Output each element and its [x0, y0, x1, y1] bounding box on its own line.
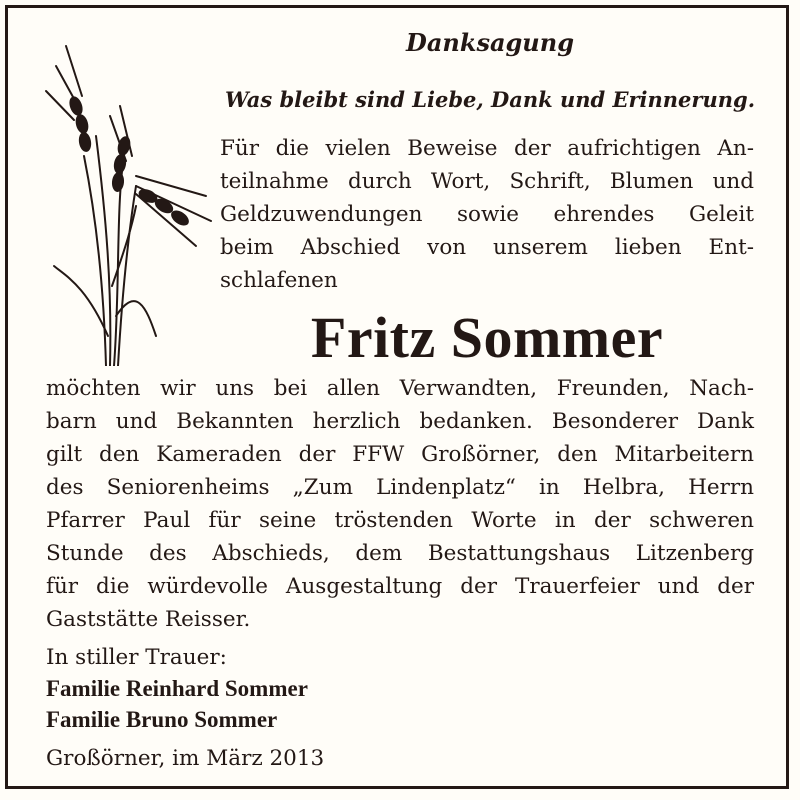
- body-line: des Seniorenheims „Zum Lindenplatz“ in Helbra, Herrn: [46, 475, 754, 500]
- intro-paragraph: [220, 132, 754, 297]
- body-line: Stunde des Abschieds, dem Bestattungshaus Litzenberg: [46, 541, 754, 566]
- notice-motto: Was bleibt sind Liebe, Dank und Erinnerung.: [224, 87, 756, 112]
- intro-line: schlafenen: [220, 268, 338, 293]
- body-line: möchten wir uns bei allen Verwandten, Freunden, Nach-: [46, 376, 754, 401]
- intro-line: Geldzuwendungen sowie ehrendes Geleit: [220, 202, 754, 227]
- intro-line: Für die vielen Beweise der aufrichtigen An-: [220, 136, 754, 161]
- body-line: für die würdevolle Ausgestaltung der Trauerfeier und der: [46, 574, 754, 599]
- deceased-name: Fritz Sommer: [310, 305, 664, 370]
- body-line: gilt den Kameraden der FFW Großörner, den Mitarbeitern: [46, 442, 754, 467]
- family-name: Familie Bruno Sommer: [46, 707, 278, 732]
- signature-intro: In stiller Trauer:: [46, 645, 227, 670]
- intro-line: beim Abschied von unserem lieben Ent-: [220, 235, 754, 260]
- place-date: Großörner, im März 2013: [46, 746, 325, 771]
- thanks-paragraph: [46, 372, 754, 636]
- family-name: Familie Reinhard Sommer: [46, 676, 308, 701]
- notice-title: Danksagung: [406, 28, 574, 57]
- body-line: Gaststätte Reisser.: [46, 607, 251, 632]
- body-line: barn und Bekannten herzlich bedanken. Besonderer Dank: [46, 409, 754, 434]
- wheat-ears-icon: [36, 36, 212, 366]
- intro-line: teilnahme durch Wort, Schrift, Blumen und: [220, 169, 754, 194]
- body-line: Pfarrer Paul für seine tröstenden Worte in der schweren: [46, 508, 754, 533]
